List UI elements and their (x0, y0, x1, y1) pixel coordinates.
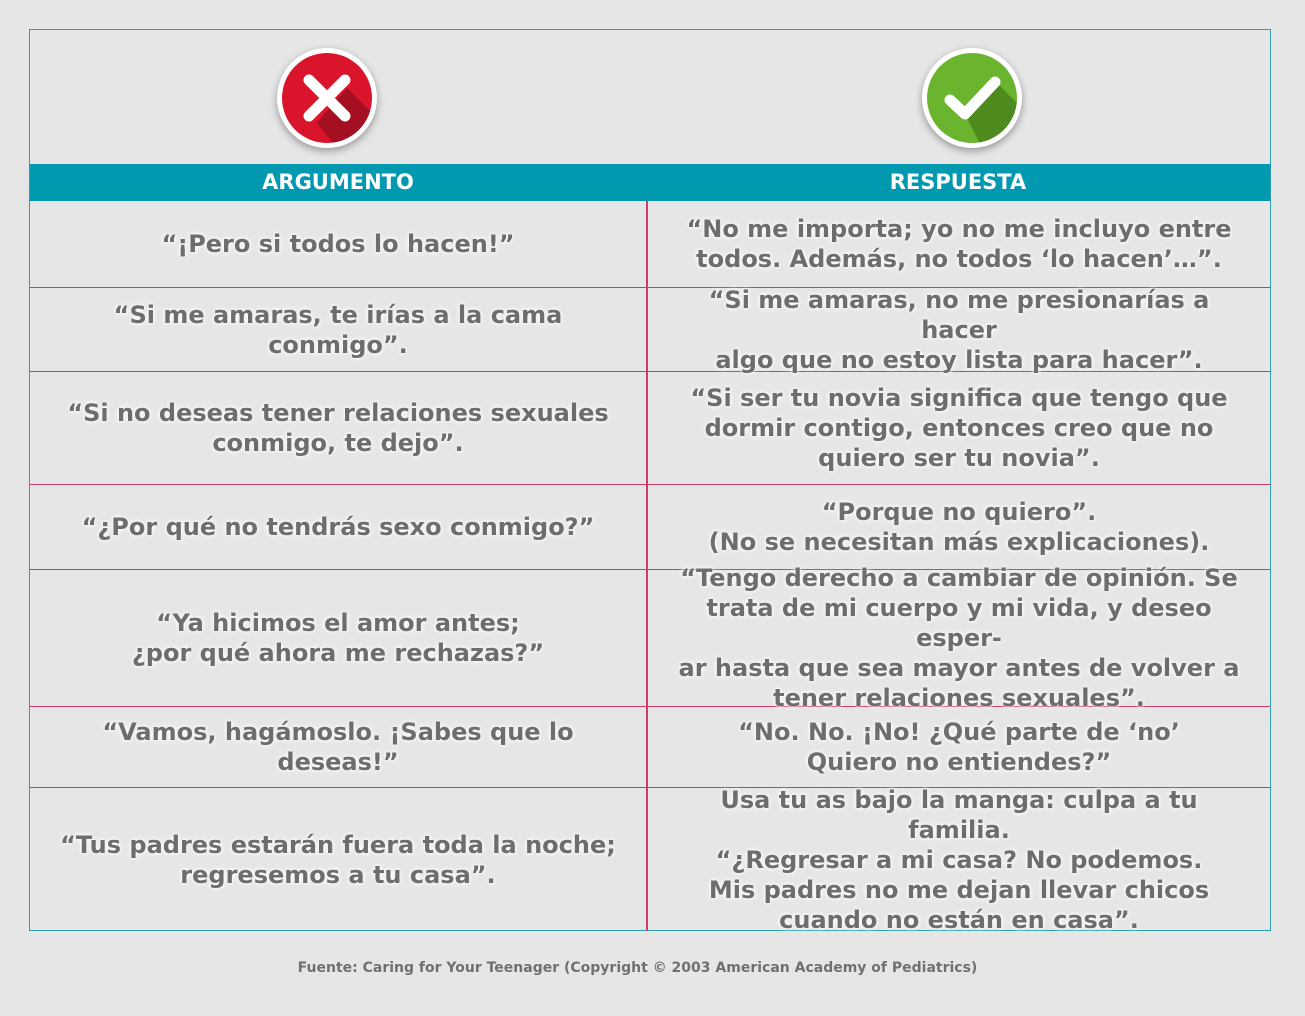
argument-cell: “Si me amaras, te irías a la cama conmigo”. (113, 300, 563, 359)
header-argument: ARGUMENTO (262, 170, 414, 194)
response-cell: “Si me amaras, no me presionarías a hacer algo que no estoy lista para hacer”. (646, 288, 1270, 371)
argument-cell: “Vamos, hagámoslo. ¡Sabes que lo deseas!” (102, 718, 574, 776)
table-row (30, 785, 1270, 934)
source-caption: Fuente: Caring for Your Teenager (Copyright © 2003 American Academy of Pediatrics) (297, 960, 978, 976)
table-row (30, 485, 1270, 570)
table-row (30, 372, 1270, 485)
table-row (30, 201, 1270, 288)
response-cell: “Porque no quiero”. (No se necesitan más explicaciones). (646, 485, 1270, 569)
argument-cell: “Tus padres estarán fuera toda la noche; regresemos a tu casa”. (60, 830, 616, 889)
comparison-table (29, 29, 1271, 934)
table-row (30, 285, 1270, 374)
argument-cell: “¿Por qué no tendrás sexo conmigo?” (81, 513, 595, 541)
response-cell: “No. No. ¡No! ¿Qué parte de ‘no’ Quiero no entiendes?” (646, 707, 1270, 787)
response-cell: “Tengo derecho a cambiar de opinión. Se trata de mi cuerpo y mi vida, y deseo esper- ar hasta que sea mayor antes de volver a tener relaciones sexuales”. (646, 570, 1270, 706)
table-header (30, 164, 1270, 201)
checkmark-icon (922, 48, 1022, 148)
argument-cell: “Si no deseas tener relaciones sexuales conmigo, te dejo”. (67, 399, 609, 457)
response-cell: Usa tu as bajo la manga: culpa a tu familia. “¿Regresar a mi casa? No podemos. Mis padres no me dejan llevar chicos cuando no están en casa”. (646, 788, 1270, 931)
x-mark-icon (277, 48, 377, 148)
table-row (30, 707, 1270, 788)
response-cell: “Si ser tu novia significa que tengo que dormir contigo, entonces creo que no quiero ser tu novia”. (646, 372, 1270, 484)
response-cell: “No me importa; yo no me incluyo entre todos. Además, no todos ‘lo hacen’…”. (646, 201, 1270, 287)
table-row (30, 564, 1270, 712)
header-response: RESPUESTA (889, 170, 1027, 194)
table-body (30, 201, 1270, 934)
icon-row (30, 30, 1272, 165)
argument-cell: “¡Pero si todos lo hacen!” (161, 230, 515, 258)
argument-cell: “Ya hicimos el amor antes; ¿por qué ahora me rechazas?” (131, 609, 545, 667)
